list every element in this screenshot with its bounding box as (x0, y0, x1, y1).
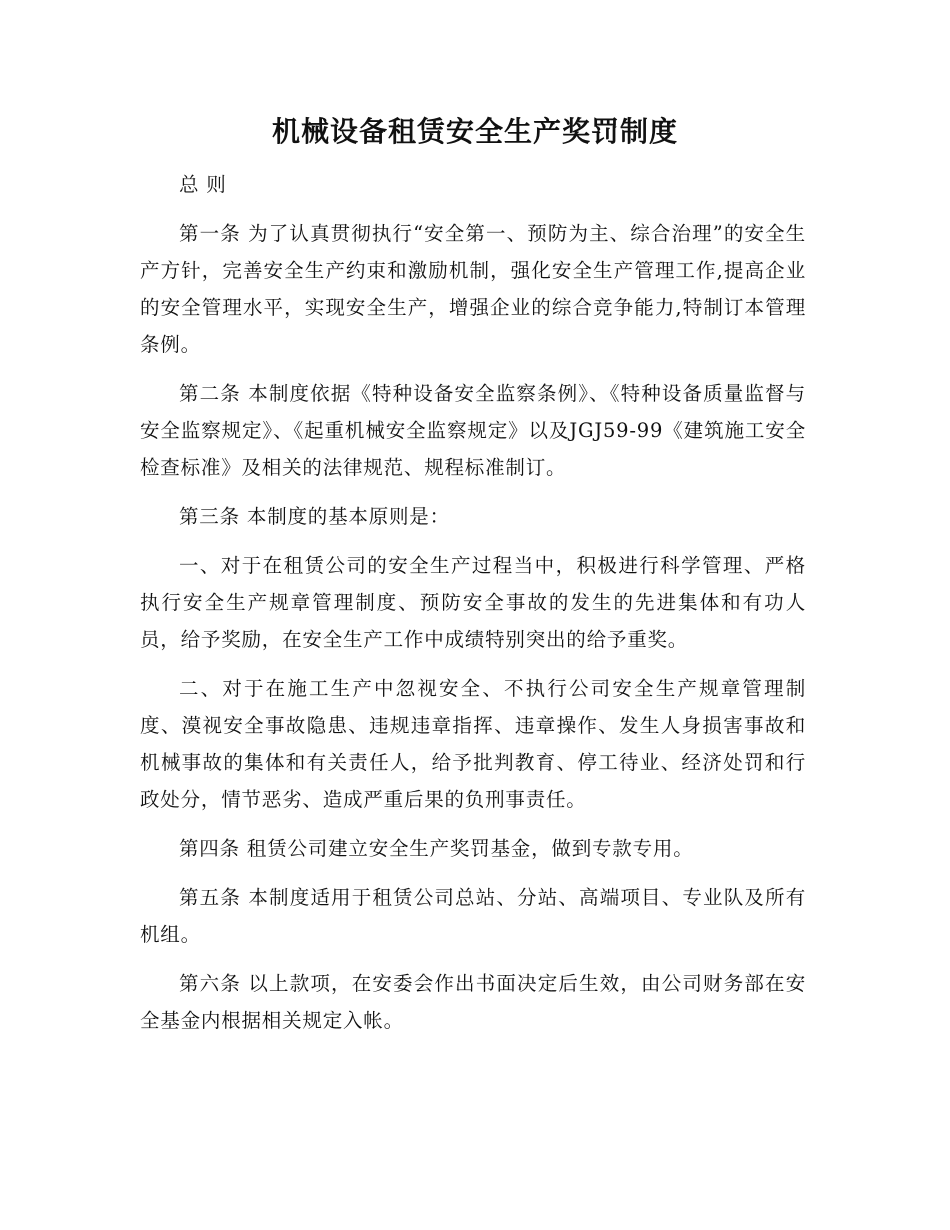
article-5-paragraph: 第五条 本制度适用于租赁公司总站、分站、高端项目、专业队及所有机组。 (140, 886, 806, 946)
section-heading: 总 则 (179, 173, 227, 196)
article-3-paragraph: 第三条 本制度的基本原则是： (179, 505, 450, 528)
principle-1-paragraph: 一、对于在租赁公司的安全生产过程当中，积极进行科学管理、严格执行安全生产规章管理制度、预防安全事故的发生的先进集体和有功人员，给予奖励，在安全生产工作中成绩特别突出的给予重奖。 (140, 554, 806, 651)
document-title: 机械设备租赁安全生产奖罚制度 (271, 115, 678, 148)
document-body (140, 166, 806, 1051)
principle-2-paragraph: 二、对于在施工生产中忽视安全、不执行公司安全生产规章管理制度、漠视安全事故隐患、违规违章指挥、违章操作、发生人身损害事故和机械事故的集体和有关责任人，给予批判教育、停工待业、经济处罚和行政处分，情节恶劣、造成严重后果的负刑事责任。 (140, 677, 806, 811)
article-6-paragraph: 第六条 以上款项，在安委会作出书面决定后生效，由公司财务部在安全基金内根据相关规定入帐。 (140, 972, 806, 1032)
article-2-paragraph: 第二条 本制度依据《特种设备安全监察条例》、《特种设备质量监督与安全监察规定》、《起重机械安全监察规定》以及JGJ59-99《建筑施工安全检查标准》及相关的法律规范、规程标准制订。 (140, 382, 806, 479)
article-4-paragraph: 第四条 租赁公司建立安全生产奖罚基金，做到专款专用。 (179, 837, 694, 860)
article-1-paragraph: 第一条 为了认真贯彻执行“安全第一、预防为主、综合治理”的安全生产方针，完善安全生产约束和激励机制，强化安全生产管理工作,提高企业的安全管理水平，实现安全生产，增强企业的综合竞争能力,特制订本管理条例。 (140, 222, 806, 356)
